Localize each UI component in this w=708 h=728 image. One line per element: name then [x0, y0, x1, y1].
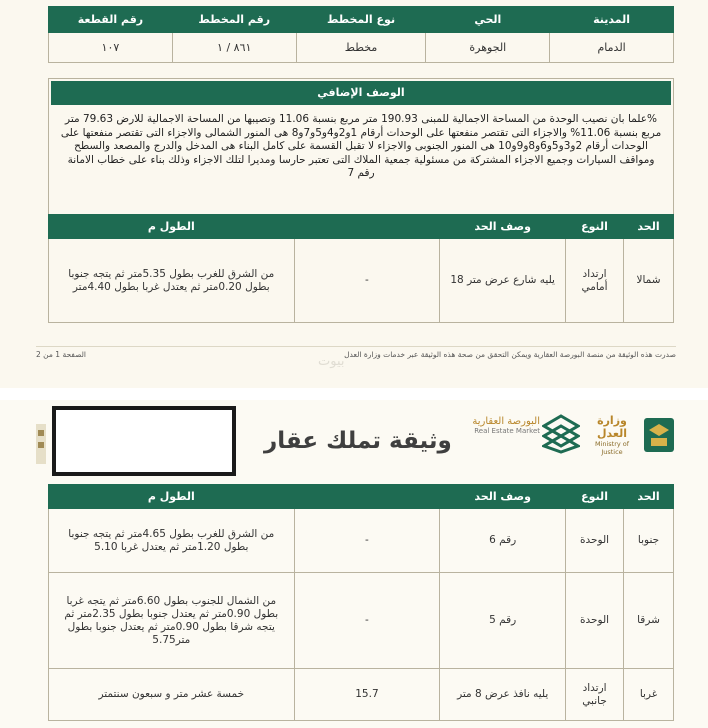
boundary-description: رقم 6 [440, 509, 566, 573]
header-description: وصف الحد [440, 215, 566, 239]
boundary-length: من الشرق للغرب بطول 5.35متر ثم يتجه جنوبا بطول 0.20متر ثم يعتدل غربا بطول 4.40متر [49, 239, 295, 323]
boundary-description: رقم 5 [440, 573, 566, 669]
boundary-type: الوحدة [566, 509, 624, 573]
footer-text: صدرت هذه الوثيقة من منصة البورصة العقارية ويمكن التحقق من صحة هذه الوثيقة عبر خدمات وزارة العدل [344, 350, 676, 359]
header-boundary: الحد [624, 215, 674, 239]
boundaries-table-page1 [48, 214, 674, 323]
boundary-side: جنوبا [624, 509, 674, 573]
rem-logo-arabic: البورصة العقارية [472, 416, 540, 427]
header-type: النوع [566, 485, 624, 509]
boundary-side: شمالا [624, 239, 674, 323]
header-blank [294, 215, 440, 239]
document-title: وثيقة تملك عقار [264, 428, 452, 454]
boundary-side: شرقا [624, 573, 674, 669]
description-text: %علما بان نصيب الوحدة من المساحة الاجمالية للمبنى 190.93 متر مربع بنسبة 11.06 وتصيبها من المساحة الاجمالية للارض 79.63 متر مربع بنسبة 11.06% والاجزاء التى تقتصر منفعتها على الوحدات أرقام 1و2و4و5و7و8 هى المنور الشمالى والاجزاء التى تقتصر منفعتها على الوحدات أرقام 2و3و5و6و8و9و10 هى المنور الجنوبى والاجزاء لا تقبل القسمة على كامل البناء هى المدخل والدرج والمصعد والسطح ومواقف السيارات وجميع الاجزاء المشتركة من مسئولية جمعية الملاك التى تعتبر حارسا ومديرا لتلك الاجزاء وذلك بناء على خطاب الامانة رقم 7 [60, 113, 662, 179]
boundary-type: الوحدة [566, 573, 624, 669]
plot-number-value: ١٠٧ [49, 33, 173, 63]
boundary-length: من الشمال للجنوب بطول 6.60متر ثم يتجه غربا بطول 0.90متر ثم يعتدل جنوبا بطول 2.35متر ثم يتجه شرقا بطول 0.90متر ثم يعتدل جنوبا بطول متر5.75 [49, 573, 295, 669]
rem-logo-english: Real Estate Market [474, 427, 540, 435]
partial-logo-icon [6, 418, 50, 470]
plan-type-value: مخطط [296, 33, 426, 63]
boundary-extra: - [294, 573, 440, 669]
header-boundary: الحد [624, 485, 674, 509]
header-city: المدينة [550, 7, 674, 33]
redacted-box-fill [56, 410, 232, 472]
boundaries-table-page2 [48, 484, 674, 721]
header-length: الطول م [49, 485, 295, 509]
boundary-type: ارتداد جانبي [566, 669, 624, 721]
page-footer [36, 346, 676, 360]
page-number: الصفحة 1 من 2 [36, 350, 86, 359]
page-gap [0, 388, 708, 400]
moj-emblem-icon [642, 414, 676, 458]
moj-logo-arabic: وزارة العدل [596, 414, 627, 440]
additional-description [48, 78, 674, 218]
boundary-extra: - [294, 509, 440, 573]
property-info-table [48, 6, 674, 63]
header-plot-number: رقم القطعة [49, 7, 173, 33]
boundary-length: خمسة عشر متر و سبعون سنتمتر [49, 669, 295, 721]
watermark: بيوت [318, 354, 345, 369]
header-plan-number: رقم المخطط [172, 7, 296, 33]
header-description: وصف الحد [440, 485, 566, 509]
city-value: الدمام [550, 33, 674, 63]
boundary-description: يليه نافذ عرض 8 متر [440, 669, 566, 721]
header-type: النوع [566, 215, 624, 239]
boundary-side: غربا [624, 669, 674, 721]
boundary-extra: - [294, 239, 440, 323]
boundary-type: ارتداد أمامي [566, 239, 624, 323]
header-blank [294, 485, 440, 509]
rem-emblem-icon [542, 414, 580, 458]
boundary-description: يليه شارع عرض متر 18 [440, 239, 566, 323]
boundary-extra: 15.7 [294, 669, 440, 721]
header-district: الحي [426, 7, 550, 33]
description-title: الوصف الإضافي [51, 81, 671, 105]
header-length: الطول م [49, 215, 295, 239]
real-estate-market-logo [456, 416, 540, 456]
moj-logo-english: Ministry of Justice [594, 440, 630, 456]
header-plan-type: نوع المخطط [296, 7, 426, 33]
boundary-length: من الشرق للغرب بطول 4.65متر ثم يتجه جنوبا بطول 1.20متر ثم يعتدل غربا 5.10 [49, 509, 295, 573]
district-value: الجوهرة [426, 33, 550, 63]
ministry-of-justice-logo [584, 414, 640, 456]
plan-number-value: ٨٦١ / ١ [172, 33, 296, 63]
